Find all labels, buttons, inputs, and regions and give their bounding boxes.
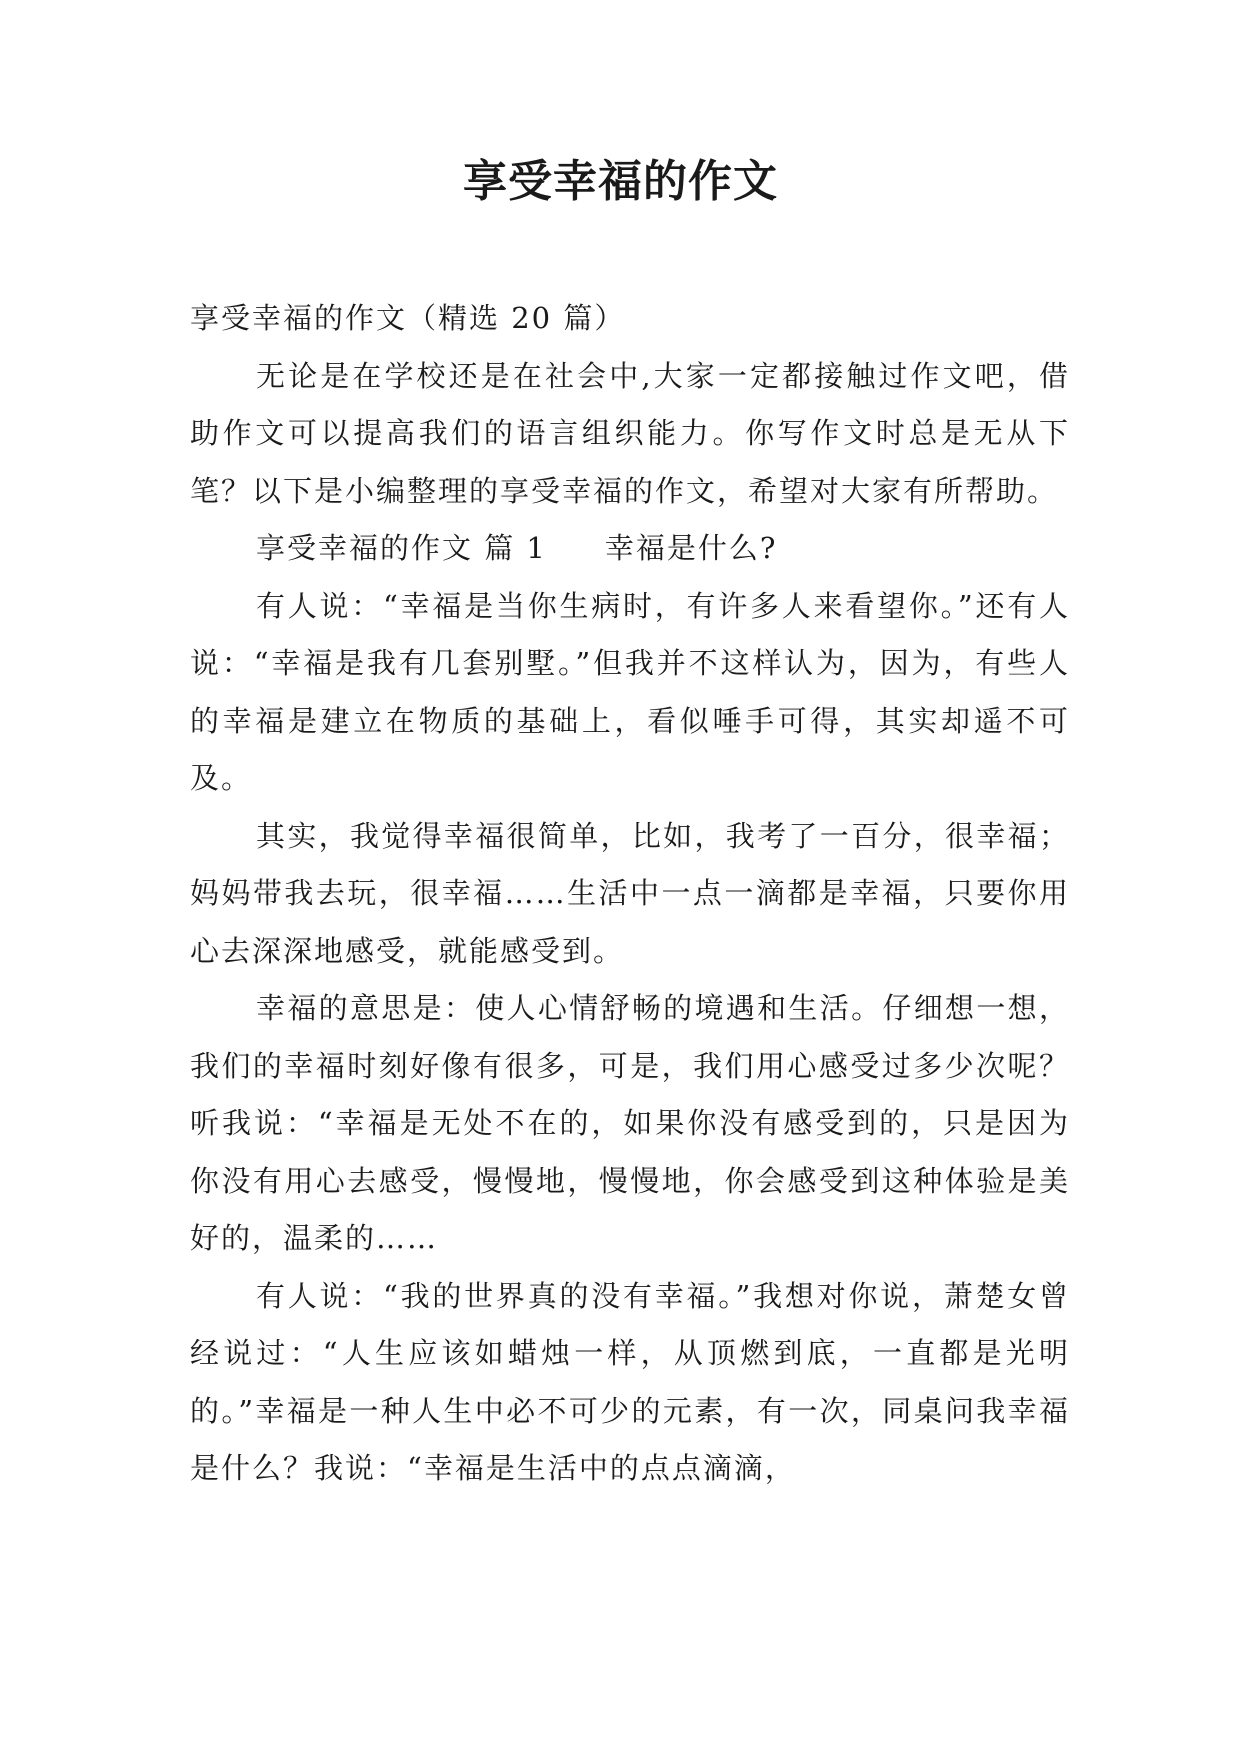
chapter-heading <box>190 520 1070 578</box>
intro-paragraph: 无论是在学校还是在社会中,大家一定都接触过作文吧，借助作文可以提高我们的语言组织能力。你写作文时总是无从下笔？以下是小编整理的享受幸福的作文，希望对大家有所帮助。 <box>190 358 1070 508</box>
chapter-label: 享受幸福的作文 篇 1 <box>256 531 547 565</box>
body-paragraph-1: 有人说：“幸福是当你生病时，有许多人来看望你。”还有人说：“幸福是我有几套别墅。”但我并不这样认为，因为，有些人的幸福是建立在物质的基础上，看似唾手可得，其实却遥不可及。 <box>190 588 1070 795</box>
body-paragraph-3: 幸福的意思是：使人心情舒畅的境遇和生活。仔细想一想，我们的幸福时刻好像有很多，可是，我们用心感受过多少次呢？听我说：“幸福是无处不在的，如果你没有感受到的，只是因为你没有用心去感受，慢慢地，慢慢地，你会感受到这种体验是美好的，温柔的…… <box>190 991 1070 1255</box>
body-paragraph-2: 其实，我觉得幸福很简单，比如，我考了一百分，很幸福；妈妈带我去玩，很幸福……生活中一点一滴都是幸福，只要你用心去深深地感受，就能感受到。 <box>190 818 1070 968</box>
document-subtitle: 享受幸福的作文（精选 20 篇） <box>190 301 626 335</box>
chapter-title: 幸福是什么? <box>604 531 778 565</box>
document-body <box>190 290 1070 1498</box>
document-title: 享受幸福的作文 <box>463 156 778 207</box>
body-paragraph-4: 有人说：“我的世界真的没有幸福。”我想对你说，萧楚女曾经说过：“人生应该如蜡烛一样，从顶燃到底，一直都是光明的。”幸福是一种人生中必不可少的元素，有一次，同桌问我幸福是什么？我说：“幸福是生活中的点点滴滴， <box>190 1278 1070 1485</box>
